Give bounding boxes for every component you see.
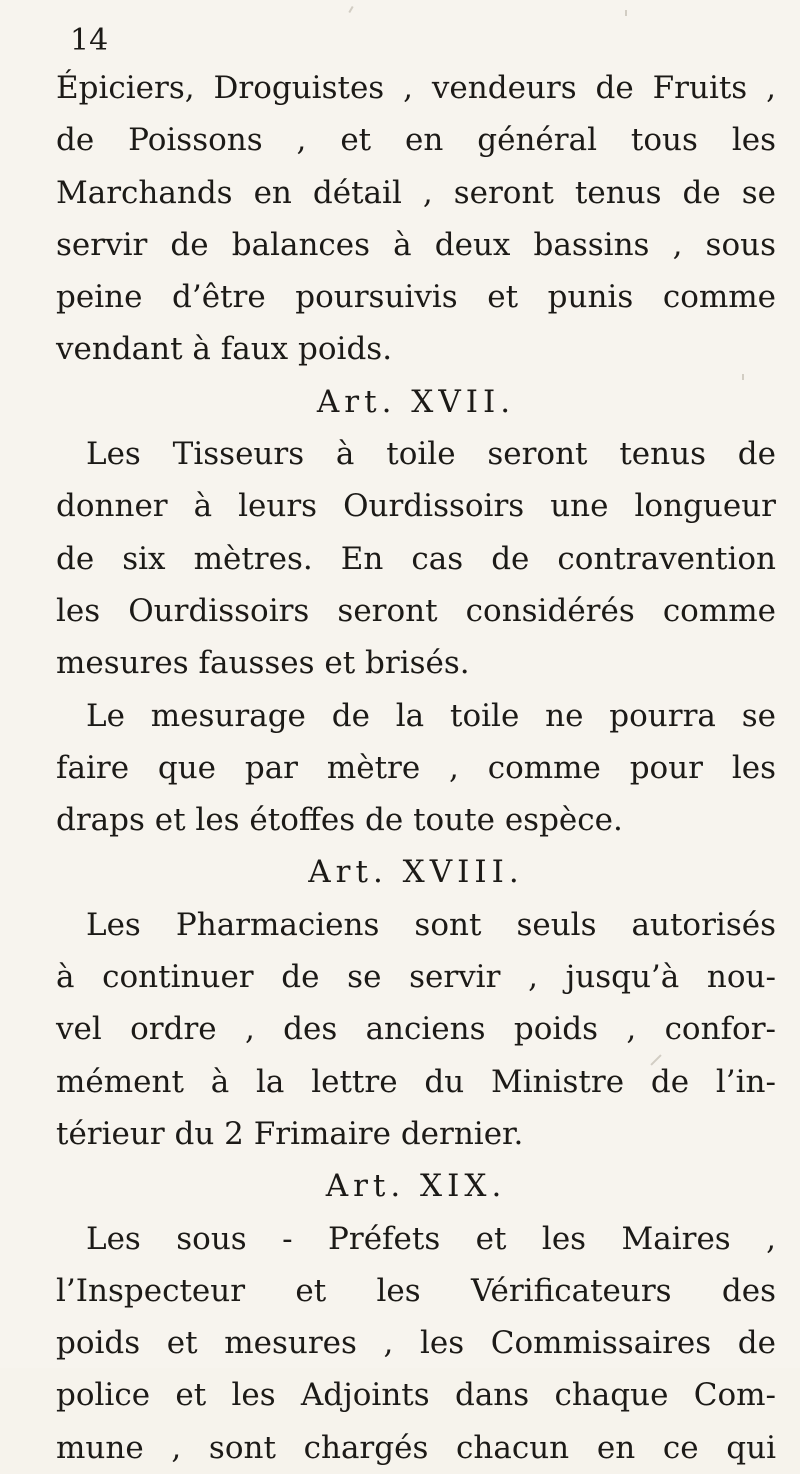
text-line-1: Épiciers, Droguistes , vendeurs de Fruits , [56,70,776,106]
article-heading-xix: Art. XIX. [325,1168,507,1205]
article-heading-xvii: Art. XVII. [316,383,516,420]
text-line-25: poids et mesures , les Commissaires de [56,1325,776,1362]
text-line-23: Les sous - Préfets et les Maires , [86,1220,776,1257]
text-line-26: police et les Adjoints dans chaque Com- [56,1377,776,1414]
text-line-4: servir de balances à deux bassins , sous [56,226,776,263]
page-number: 14 [70,23,109,58]
text-line-14: faire que par mètre , comme pour les [56,749,776,786]
body-text [56,62,776,1474]
text-line-11: les Ourdissoirs seront considérés comme [56,592,776,629]
text-line-9: donner à leurs Ourdissoirs une longueur [56,488,776,525]
text-line-13: Le mesurage de la toile ne pourra se [86,697,776,734]
text-line-20: mément à la lettre du Ministre de l’in- [56,1063,776,1100]
article-heading-xviii: Art. XVIII. [308,854,524,891]
text-line-18: à continuer de se servir , jusqu’à nou- [56,959,776,996]
text-line-2: de Poissons , et en général tous les [56,122,776,159]
text-line-27: mune , sont chargés chacun en ce qui [56,1429,776,1466]
text-line-19: vel ordre , des anciens poids , confor- [56,1011,776,1048]
text-line-6: vendant à faux poids. [56,331,393,368]
text-line-10: de six mètres. En cas de contravention [56,540,776,577]
text-line-15: draps et les étoffes de toute espèce. [56,802,623,839]
text-line-17: Les Pharmaciens sont seuls autorisés [86,906,776,943]
text-line-8: Les Tisseurs à toile seront tenus de [86,436,776,473]
text-line-21: térieur du 2 Frimaire dernier. [56,1115,524,1152]
text-line-12: mesures fausses et brisés. [56,645,470,682]
text-line-24: l’Inspecteur et les Vérificateurs des [56,1272,776,1309]
text-line-3: Marchands en détail , seront tenus de se [56,174,776,211]
text-line-5: peine d’être poursuivis et punis comme [56,279,776,316]
